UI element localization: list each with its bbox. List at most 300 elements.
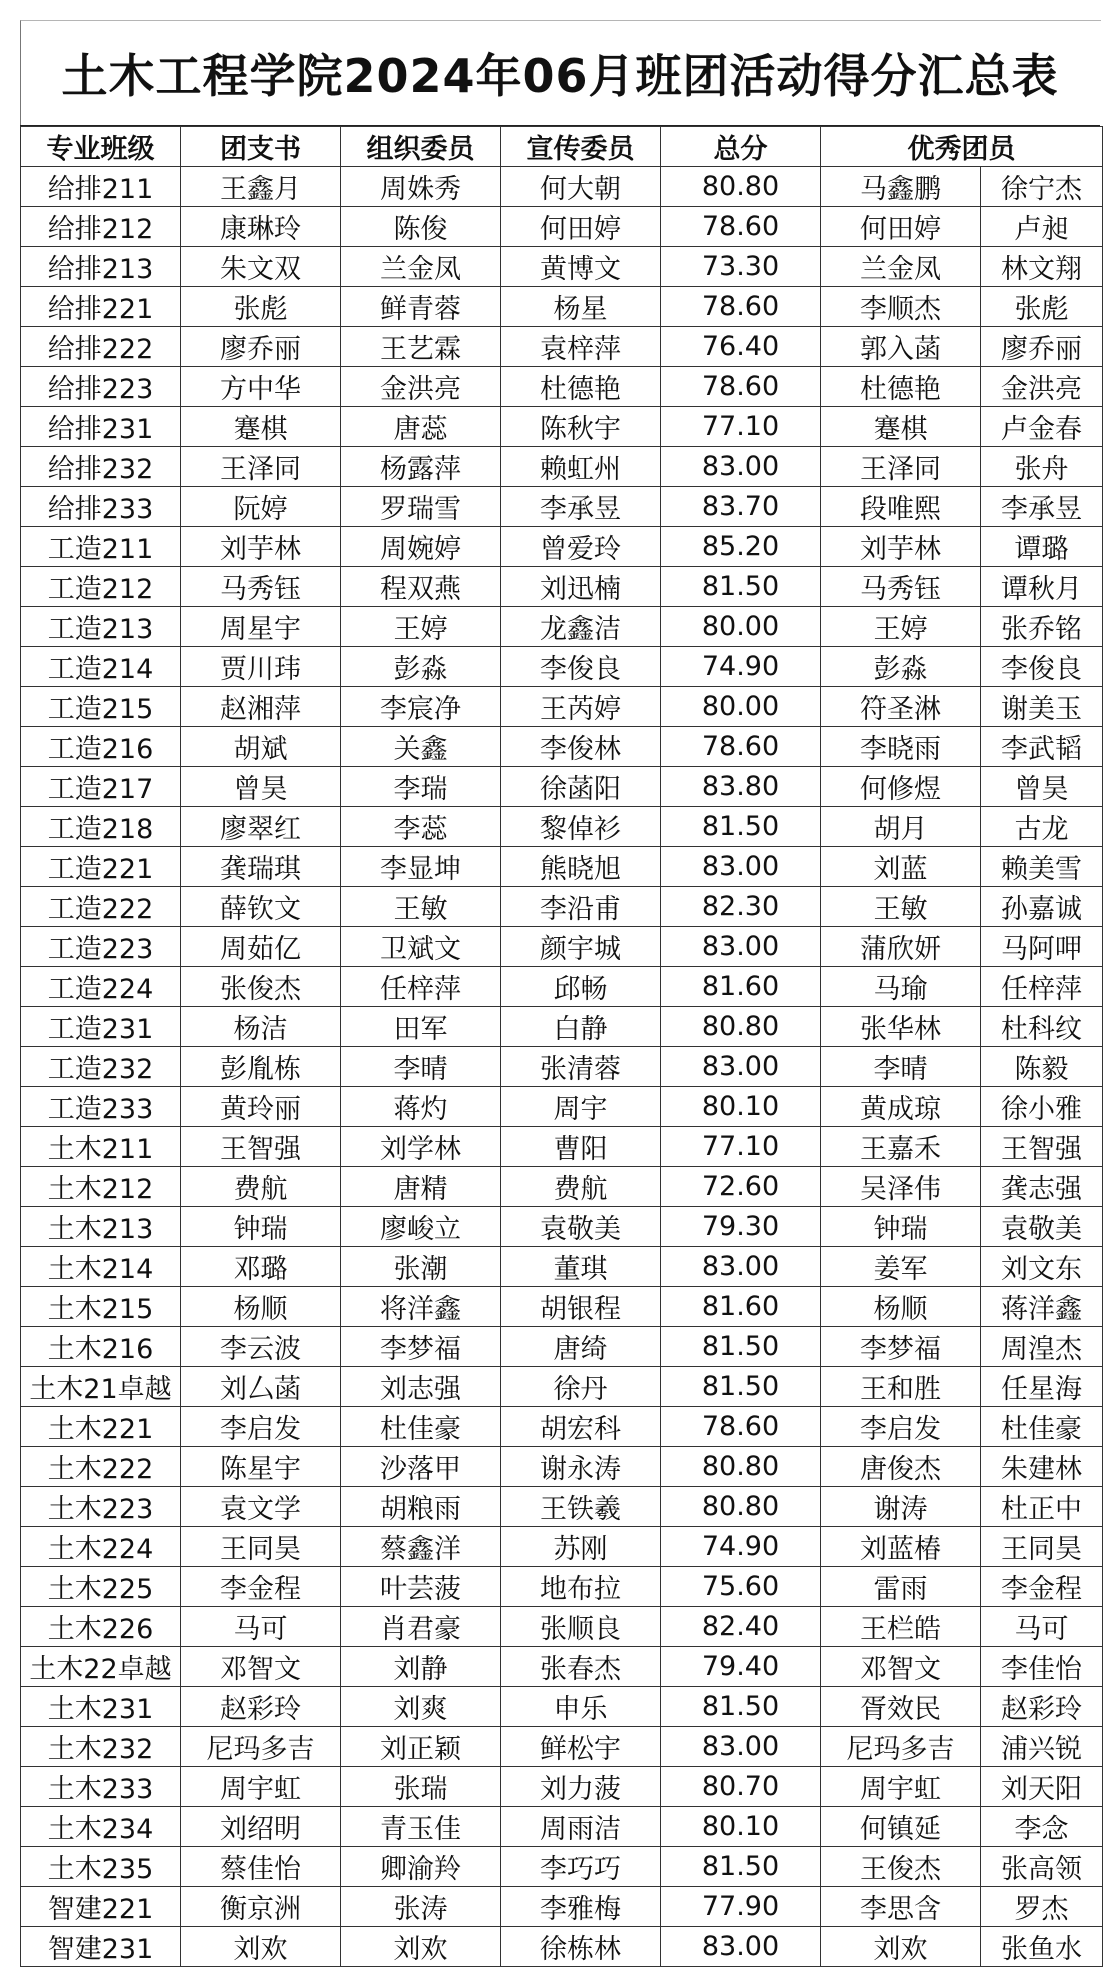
cell-excellent-2: 古龙 (981, 807, 1103, 847)
cell-excellent-1: 蹇棋 (821, 407, 981, 447)
table-row (21, 207, 1103, 247)
cell-organizer: 唐蕊 (341, 407, 501, 447)
cell-total: 78.60 (661, 207, 821, 247)
cell-organizer: 胡粮雨 (341, 1487, 501, 1527)
cell-secretary: 廖乔丽 (181, 327, 341, 367)
cell-organizer: 卿渝羚 (341, 1847, 501, 1887)
cell-organizer: 张瑞 (341, 1767, 501, 1807)
cell-class: 土木216 (21, 1327, 181, 1367)
cell-class: 土木231 (21, 1687, 181, 1727)
cell-propaganda: 张清蓉 (501, 1047, 661, 1087)
cell-secretary: 彭胤栋 (181, 1047, 341, 1087)
cell-excellent-1: 胥效民 (821, 1687, 981, 1727)
cell-class: 工造211 (21, 527, 181, 567)
cell-propaganda: 赖虹州 (501, 447, 661, 487)
cell-class: 工造232 (21, 1047, 181, 1087)
cell-organizer: 李瑞 (341, 767, 501, 807)
cell-propaganda: 申乐 (501, 1687, 661, 1727)
header-secretary: 团支书 (181, 127, 341, 167)
cell-excellent-1: 何镇延 (821, 1807, 981, 1847)
cell-excellent-2: 赵彩玲 (981, 1687, 1103, 1727)
cell-excellent-1: 李顺杰 (821, 287, 981, 327)
table-row (21, 1727, 1103, 1767)
cell-propaganda: 董琪 (501, 1247, 661, 1287)
cell-propaganda: 徐丹 (501, 1367, 661, 1407)
cell-excellent-2: 谭璐 (981, 527, 1103, 567)
cell-excellent-2: 廖乔丽 (981, 327, 1103, 367)
cell-propaganda: 白静 (501, 1007, 661, 1047)
header-organizer: 组织委员 (341, 127, 501, 167)
cell-class: 土木232 (21, 1727, 181, 1767)
cell-class: 给排233 (21, 487, 181, 527)
cell-excellent-2: 谭秋月 (981, 567, 1103, 607)
cell-excellent-1: 唐俊杰 (821, 1447, 981, 1487)
cell-organizer: 刘志强 (341, 1367, 501, 1407)
cell-secretary: 尼玛多吉 (181, 1727, 341, 1767)
table-row (21, 927, 1103, 967)
cell-propaganda: 李俊良 (501, 647, 661, 687)
cell-excellent-1: 姜军 (821, 1247, 981, 1287)
cell-excellent-2: 李金程 (981, 1567, 1103, 1607)
cell-propaganda: 胡宏科 (501, 1407, 661, 1447)
cell-excellent-2: 徐小雅 (981, 1087, 1103, 1127)
cell-propaganda: 杨星 (501, 287, 661, 327)
cell-organizer: 周婉婷 (341, 527, 501, 567)
cell-secretary: 刘厶菡 (181, 1367, 341, 1407)
cell-secretary: 钟瑞 (181, 1207, 341, 1247)
table-row (21, 647, 1103, 687)
cell-secretary: 刘芋林 (181, 527, 341, 567)
table-row (21, 167, 1103, 207)
cell-excellent-2: 杜正中 (981, 1487, 1103, 1527)
cell-class: 给排231 (21, 407, 181, 447)
cell-organizer: 杨露萍 (341, 447, 501, 487)
cell-total: 78.60 (661, 1407, 821, 1447)
cell-propaganda: 唐绮 (501, 1327, 661, 1367)
table-row (21, 767, 1103, 807)
cell-secretary: 王泽同 (181, 447, 341, 487)
table-row (21, 1687, 1103, 1727)
cell-secretary: 邓璐 (181, 1247, 341, 1287)
cell-propaganda: 邱畅 (501, 967, 661, 1007)
table-row (21, 327, 1103, 367)
cell-total: 81.50 (661, 1367, 821, 1407)
cell-class: 给排212 (21, 207, 181, 247)
cell-secretary: 衡京洲 (181, 1887, 341, 1927)
cell-propaganda: 徐栋林 (501, 1927, 661, 1967)
cell-class: 工造217 (21, 767, 181, 807)
cell-organizer: 李梦福 (341, 1327, 501, 1367)
cell-total: 83.00 (661, 1727, 821, 1767)
cell-class: 土木233 (21, 1767, 181, 1807)
table-row (21, 1607, 1103, 1647)
cell-propaganda: 李沿甫 (501, 887, 661, 927)
cell-total: 80.10 (661, 1087, 821, 1127)
cell-organizer: 陈俊 (341, 207, 501, 247)
header-class: 专业班级 (21, 127, 181, 167)
cell-total: 81.60 (661, 1287, 821, 1327)
cell-propaganda: 何田婷 (501, 207, 661, 247)
cell-excellent-2: 卢昶 (981, 207, 1103, 247)
table-row (21, 1487, 1103, 1527)
cell-class: 工造222 (21, 887, 181, 927)
cell-excellent-1: 马秀钰 (821, 567, 981, 607)
cell-total: 81.50 (661, 807, 821, 847)
cell-secretary: 陈星宇 (181, 1447, 341, 1487)
cell-propaganda: 熊晓旭 (501, 847, 661, 887)
cell-secretary: 康琳玲 (181, 207, 341, 247)
cell-organizer: 李显坤 (341, 847, 501, 887)
cell-secretary: 李启发 (181, 1407, 341, 1447)
cell-class: 土木224 (21, 1527, 181, 1567)
cell-total: 83.00 (661, 1247, 821, 1287)
table-row (21, 967, 1103, 1007)
cell-secretary: 马秀钰 (181, 567, 341, 607)
cell-secretary: 王同昊 (181, 1527, 341, 1567)
table-row (21, 407, 1103, 447)
cell-organizer: 李晴 (341, 1047, 501, 1087)
cell-organizer: 青玉佳 (341, 1807, 501, 1847)
cell-total: 74.90 (661, 1527, 821, 1567)
cell-secretary: 杨洁 (181, 1007, 341, 1047)
cell-excellent-1: 王泽同 (821, 447, 981, 487)
cell-organizer: 关鑫 (341, 727, 501, 767)
cell-propaganda: 王芮婷 (501, 687, 661, 727)
table-row (21, 1327, 1103, 1367)
table-row (21, 727, 1103, 767)
cell-class: 土木234 (21, 1807, 181, 1847)
cell-total: 80.80 (661, 1007, 821, 1047)
cell-excellent-1: 符圣淋 (821, 687, 981, 727)
cell-propaganda: 李承昱 (501, 487, 661, 527)
cell-total: 83.00 (661, 1927, 821, 1967)
table-row (21, 1247, 1103, 1287)
cell-propaganda: 龙鑫洁 (501, 607, 661, 647)
table-row (21, 367, 1103, 407)
cell-excellent-2: 卢金春 (981, 407, 1103, 447)
cell-organizer: 李宸净 (341, 687, 501, 727)
cell-excellent-1: 杜德艳 (821, 367, 981, 407)
cell-excellent-1: 兰金凤 (821, 247, 981, 287)
cell-secretary: 蔡佳怡 (181, 1847, 341, 1887)
cell-class: 土木215 (21, 1287, 181, 1327)
cell-secretary: 黄玲丽 (181, 1087, 341, 1127)
cell-class: 工造215 (21, 687, 181, 727)
cell-secretary: 张彪 (181, 287, 341, 327)
table-row (21, 1767, 1103, 1807)
cell-excellent-1: 邓智文 (821, 1647, 981, 1687)
cell-secretary: 费航 (181, 1167, 341, 1207)
cell-class: 给排232 (21, 447, 181, 487)
cell-total: 78.60 (661, 367, 821, 407)
cell-total: 80.00 (661, 607, 821, 647)
cell-excellent-2: 任星海 (981, 1367, 1103, 1407)
cell-total: 77.10 (661, 1127, 821, 1167)
cell-excellent-2: 张彪 (981, 287, 1103, 327)
cell-excellent-1: 张华林 (821, 1007, 981, 1047)
cell-class: 土木221 (21, 1407, 181, 1447)
cell-excellent-1: 段唯熙 (821, 487, 981, 527)
cell-excellent-2: 王智强 (981, 1127, 1103, 1167)
cell-excellent-2: 王同昊 (981, 1527, 1103, 1567)
cell-excellent-1: 李启发 (821, 1407, 981, 1447)
cell-organizer: 任梓萍 (341, 967, 501, 1007)
cell-organizer: 张涛 (341, 1887, 501, 1927)
cell-excellent-2: 杜科纹 (981, 1007, 1103, 1047)
cell-propaganda: 鲜松宇 (501, 1727, 661, 1767)
cell-secretary: 龚瑞琪 (181, 847, 341, 887)
cell-excellent-1: 谢涛 (821, 1487, 981, 1527)
cell-secretary: 廖翠红 (181, 807, 341, 847)
cell-propaganda: 何大朝 (501, 167, 661, 207)
cell-excellent-1: 刘蓝椿 (821, 1527, 981, 1567)
cell-total: 80.10 (661, 1807, 821, 1847)
cell-total: 85.20 (661, 527, 821, 567)
cell-excellent-1: 李思含 (821, 1887, 981, 1927)
cell-class: 工造221 (21, 847, 181, 887)
cell-propaganda: 颜宇城 (501, 927, 661, 967)
cell-excellent-1: 蒲欣妍 (821, 927, 981, 967)
cell-excellent-2: 杜佳豪 (981, 1407, 1103, 1447)
cell-organizer: 罗瑞雪 (341, 487, 501, 527)
cell-excellent-1: 刘蓝 (821, 847, 981, 887)
cell-total: 81.50 (661, 567, 821, 607)
cell-secretary: 杨顺 (181, 1287, 341, 1327)
cell-total: 78.60 (661, 287, 821, 327)
cell-total: 81.50 (661, 1847, 821, 1887)
cell-total: 78.60 (661, 727, 821, 767)
cell-propaganda: 地布拉 (501, 1567, 661, 1607)
cell-secretary: 周星宇 (181, 607, 341, 647)
cell-class: 工造214 (21, 647, 181, 687)
cell-class: 土木226 (21, 1607, 181, 1647)
cell-total: 74.90 (661, 647, 821, 687)
cell-total: 83.00 (661, 847, 821, 887)
cell-secretary: 赵彩玲 (181, 1687, 341, 1727)
cell-secretary: 张俊杰 (181, 967, 341, 1007)
cell-excellent-1: 马瑜 (821, 967, 981, 1007)
cell-organizer: 张潮 (341, 1247, 501, 1287)
cell-organizer: 刘学林 (341, 1127, 501, 1167)
cell-excellent-2: 金洪亮 (981, 367, 1103, 407)
cell-organizer: 田军 (341, 1007, 501, 1047)
cell-organizer: 将洋鑫 (341, 1287, 501, 1327)
cell-excellent-1: 马鑫鹏 (821, 167, 981, 207)
cell-organizer: 唐精 (341, 1167, 501, 1207)
cell-class: 给排222 (21, 327, 181, 367)
cell-propaganda: 曾爱玲 (501, 527, 661, 567)
cell-total: 83.70 (661, 487, 821, 527)
cell-excellent-2: 马阿呷 (981, 927, 1103, 967)
cell-class: 土木213 (21, 1207, 181, 1247)
cell-secretary: 朱文双 (181, 247, 341, 287)
cell-total: 80.80 (661, 1487, 821, 1527)
table-row (21, 1127, 1103, 1167)
cell-organizer: 蔡鑫洋 (341, 1527, 501, 1567)
cell-class: 土木211 (21, 1127, 181, 1167)
cell-excellent-2: 张舟 (981, 447, 1103, 487)
cell-excellent-2: 龚志强 (981, 1167, 1103, 1207)
cell-organizer: 周姝秀 (341, 167, 501, 207)
cell-excellent-2: 徐宁杰 (981, 167, 1103, 207)
table-row (21, 1167, 1103, 1207)
cell-excellent-1: 王敏 (821, 887, 981, 927)
cell-propaganda: 徐菡阳 (501, 767, 661, 807)
cell-excellent-1: 刘芋林 (821, 527, 981, 567)
cell-organizer: 刘静 (341, 1647, 501, 1687)
table-row (21, 1287, 1103, 1327)
table-body (21, 167, 1103, 1967)
cell-total: 77.10 (661, 407, 821, 447)
header-propaganda: 宣传委员 (501, 127, 661, 167)
cell-class: 土木222 (21, 1447, 181, 1487)
cell-excellent-1: 李晓雨 (821, 727, 981, 767)
cell-excellent-2: 李承昱 (981, 487, 1103, 527)
cell-secretary: 贾川玮 (181, 647, 341, 687)
cell-excellent-1: 黄成琼 (821, 1087, 981, 1127)
cell-class: 土木212 (21, 1167, 181, 1207)
table-row (21, 1527, 1103, 1567)
cell-propaganda: 周宇 (501, 1087, 661, 1127)
cell-propaganda: 李雅梅 (501, 1887, 661, 1927)
cell-propaganda: 苏刚 (501, 1527, 661, 1567)
cell-secretary: 王智强 (181, 1127, 341, 1167)
cell-organizer: 金洪亮 (341, 367, 501, 407)
cell-organizer: 鲜青蓉 (341, 287, 501, 327)
cell-excellent-2: 蒋洋鑫 (981, 1287, 1103, 1327)
cell-propaganda: 费航 (501, 1167, 661, 1207)
cell-propaganda: 张顺良 (501, 1607, 661, 1647)
cell-secretary: 周茹亿 (181, 927, 341, 967)
table-row (21, 1887, 1103, 1927)
cell-excellent-1: 王和胜 (821, 1367, 981, 1407)
table-row (21, 567, 1103, 607)
cell-propaganda: 陈秋宇 (501, 407, 661, 447)
header-row (21, 127, 1103, 167)
cell-excellent-1: 尼玛多吉 (821, 1727, 981, 1767)
cell-excellent-1: 刘欢 (821, 1927, 981, 1967)
table-row (21, 607, 1103, 647)
cell-organizer: 刘爽 (341, 1687, 501, 1727)
cell-class: 给排211 (21, 167, 181, 207)
table-row (21, 1807, 1103, 1847)
cell-excellent-2: 李念 (981, 1807, 1103, 1847)
cell-class: 给排213 (21, 247, 181, 287)
table-row (21, 1007, 1103, 1047)
cell-excellent-1: 钟瑞 (821, 1207, 981, 1247)
cell-secretary: 曾昊 (181, 767, 341, 807)
cell-total: 82.40 (661, 1607, 821, 1647)
cell-total: 80.70 (661, 1767, 821, 1807)
cell-excellent-2: 张乔铭 (981, 607, 1103, 647)
cell-excellent-1: 杨顺 (821, 1287, 981, 1327)
cell-excellent-2: 浦兴锐 (981, 1727, 1103, 1767)
cell-secretary: 赵湘萍 (181, 687, 341, 727)
cell-class: 智建231 (21, 1927, 181, 1967)
cell-secretary: 邓智文 (181, 1647, 341, 1687)
cell-excellent-2: 马可 (981, 1607, 1103, 1647)
table-row (21, 487, 1103, 527)
cell-secretary: 刘欢 (181, 1927, 341, 1967)
cell-class: 土木22卓越 (21, 1647, 181, 1687)
table-row (21, 1087, 1103, 1127)
table-row (21, 1047, 1103, 1087)
cell-organizer: 廖峻立 (341, 1207, 501, 1247)
cell-organizer: 李蕊 (341, 807, 501, 847)
cell-excellent-1: 王栏皓 (821, 1607, 981, 1647)
cell-class: 工造223 (21, 927, 181, 967)
cell-class: 工造213 (21, 607, 181, 647)
cell-propaganda: 谢永涛 (501, 1447, 661, 1487)
cell-propaganda: 曹阳 (501, 1127, 661, 1167)
cell-class: 给排223 (21, 367, 181, 407)
cell-excellent-1: 王婷 (821, 607, 981, 647)
cell-propaganda: 黄博文 (501, 247, 661, 287)
cell-organizer: 王敏 (341, 887, 501, 927)
cell-excellent-2: 任梓萍 (981, 967, 1103, 1007)
cell-propaganda: 刘力菠 (501, 1767, 661, 1807)
cell-excellent-2: 赖美雪 (981, 847, 1103, 887)
cell-propaganda: 刘迅楠 (501, 567, 661, 607)
cell-excellent-1: 胡月 (821, 807, 981, 847)
cell-total: 76.40 (661, 327, 821, 367)
cell-excellent-2: 孙嘉诚 (981, 887, 1103, 927)
cell-secretary: 方中华 (181, 367, 341, 407)
cell-organizer: 王艺霖 (341, 327, 501, 367)
cell-propaganda: 王铁羲 (501, 1487, 661, 1527)
cell-organizer: 程双燕 (341, 567, 501, 607)
cell-secretary: 李云波 (181, 1327, 341, 1367)
cell-total: 79.30 (661, 1207, 821, 1247)
cell-excellent-2: 李武韬 (981, 727, 1103, 767)
cell-total: 72.60 (661, 1167, 821, 1207)
cell-secretary: 李金程 (181, 1567, 341, 1607)
cell-total: 77.90 (661, 1887, 821, 1927)
cell-excellent-2: 周湟杰 (981, 1327, 1103, 1367)
cell-propaganda: 李俊林 (501, 727, 661, 767)
cell-organizer: 王婷 (341, 607, 501, 647)
cell-excellent-2: 谢美玉 (981, 687, 1103, 727)
cell-organizer: 蒋灼 (341, 1087, 501, 1127)
table-row (21, 1927, 1103, 1967)
cell-class: 工造216 (21, 727, 181, 767)
cell-class: 土木214 (21, 1247, 181, 1287)
cell-excellent-1: 李梦福 (821, 1327, 981, 1367)
cell-total: 83.00 (661, 447, 821, 487)
cell-organizer: 杜佳豪 (341, 1407, 501, 1447)
table-row (21, 1207, 1103, 1247)
table-row (21, 287, 1103, 327)
cell-class: 工造212 (21, 567, 181, 607)
cell-excellent-2: 陈毅 (981, 1047, 1103, 1087)
cell-excellent-2: 张高领 (981, 1847, 1103, 1887)
cell-class: 土木225 (21, 1567, 181, 1607)
cell-propaganda: 袁梓萍 (501, 327, 661, 367)
cell-class: 土木223 (21, 1487, 181, 1527)
table-row (21, 1567, 1103, 1607)
table-row (21, 887, 1103, 927)
table-row (21, 1647, 1103, 1687)
cell-excellent-2: 李佳怡 (981, 1647, 1103, 1687)
cell-class: 土木235 (21, 1847, 181, 1887)
cell-excellent-2: 刘文东 (981, 1247, 1103, 1287)
table-row (21, 807, 1103, 847)
table-row (21, 527, 1103, 567)
table-row (21, 447, 1103, 487)
table-row (21, 687, 1103, 727)
cell-total: 81.50 (661, 1327, 821, 1367)
page-title: 土木工程学院2024年06月班团活动得分汇总表 (20, 21, 1100, 127)
